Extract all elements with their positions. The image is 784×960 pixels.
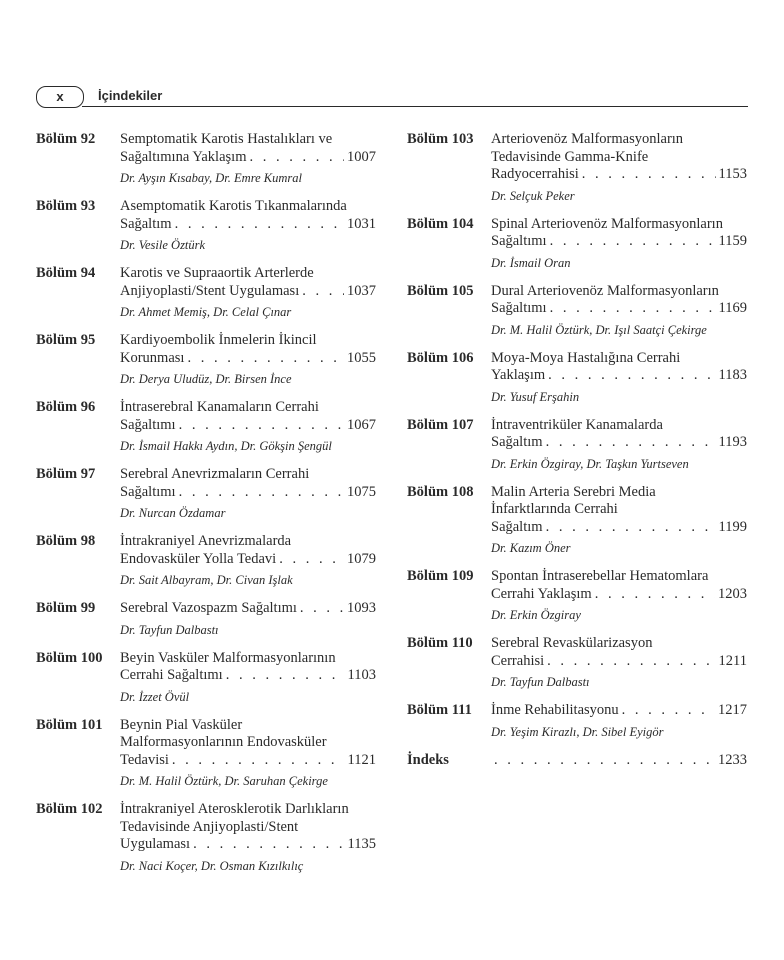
chapter-title-last-line: Sağaltımı <box>491 233 547 249</box>
chapter-title-leader <box>491 166 747 184</box>
chapter-title-last-line: Endovasküler Yolla Tedavi <box>120 550 277 567</box>
dot-leader <box>546 519 716 537</box>
dot-leader <box>175 216 344 234</box>
page-ref: 1055 <box>347 349 376 366</box>
dot-leader <box>550 233 716 251</box>
chapter-title-leader <box>120 484 376 502</box>
toc-entry[interactable] <box>407 702 747 741</box>
chapter-title-last-line: Sağaltımına Yaklaşım <box>120 148 247 165</box>
chapter-title-line: Malin Arteria Serebri Media <box>491 483 656 500</box>
chapter-title-leader <box>120 752 376 770</box>
chapter-number: Bölüm 94 <box>36 265 96 281</box>
toc-entry[interactable] <box>36 717 376 791</box>
chapter-body <box>120 399 376 455</box>
chapter-title-line: Malformasyonlarının Endovasküler <box>120 734 327 750</box>
chapter-body <box>120 801 376 875</box>
chapter-title-line: Tedavisinde Anjiyoplasti/Stent <box>120 818 299 835</box>
dot-leader <box>546 434 716 452</box>
toc-entry[interactable] <box>407 752 747 770</box>
chapter-number: Bölüm 104 <box>407 215 474 232</box>
chapter-authors: Dr. İsmail Oran <box>491 255 571 270</box>
chapter-title-leader <box>491 367 747 385</box>
page-ref: 1211 <box>718 652 747 669</box>
page-ref: 1067 <box>347 416 376 433</box>
chapter-title-last-line: Sağaltım <box>491 434 543 450</box>
chapter-body <box>491 568 747 624</box>
chapter-title-last-line: Uygulaması <box>120 836 191 852</box>
chapter-title-line: Asemptomatik Karotis Tıkanmalarında <box>120 198 347 214</box>
toc-entry[interactable] <box>36 650 376 706</box>
chapter-number: Bölüm 103 <box>407 131 474 147</box>
chapter-number: Bölüm 108 <box>407 483 474 500</box>
dot-leader <box>179 417 344 435</box>
chapter-title-line: İntraventriküler Kanamalarda <box>491 416 663 433</box>
dot-leader <box>187 350 344 368</box>
page-ref: 1159 <box>718 233 747 249</box>
chapter-body <box>120 533 376 589</box>
chapter-title-last-line: Sağaltımı <box>120 483 176 500</box>
page-ref: 1199 <box>718 518 747 535</box>
dot-leader <box>548 367 715 385</box>
dot-leader <box>249 149 344 167</box>
page-ref: 1135 <box>347 836 376 852</box>
chapter-authors: Dr. İsmail Hakkı Aydın, Dr. Gökşin Şengül <box>120 439 332 453</box>
chapter-number: Bölüm 95 <box>36 332 96 348</box>
page-ref: 1153 <box>718 166 747 182</box>
chapter-title-leader <box>120 836 376 854</box>
chapter-body <box>120 650 376 706</box>
toc-column-right <box>407 131 747 780</box>
chapter-title-line: Beyin Vasküler Malformasyonlarının <box>120 649 336 666</box>
toc-entry[interactable] <box>36 600 376 639</box>
chapter-body <box>491 752 747 770</box>
page-ref: 1193 <box>718 434 747 450</box>
chapter-authors: Dr. Yeşim Kirazlı, Dr. Sibel Eyigör <box>491 724 664 739</box>
chapter-number: Bölüm 93 <box>36 198 96 214</box>
chapter-title-last-line: Tedavisi <box>120 751 169 768</box>
chapter-body <box>120 466 376 522</box>
chapter-number: Bölüm 100 <box>36 649 103 666</box>
chapter-number: Bölüm 101 <box>36 716 103 733</box>
page-ref: 1103 <box>347 667 376 683</box>
chapter-number: Bölüm 102 <box>36 801 103 817</box>
chapter-authors: Dr. Erkin Özgiray, Dr. Taşkın Yurtseven <box>491 456 689 471</box>
chapter-title-line: Dural Arteriovenöz Malformasyonların <box>491 282 719 299</box>
chapter-title-line: Serebral Anevrizmaların Cerrahi <box>120 466 310 482</box>
page-ref: 1031 <box>347 215 376 232</box>
chapter-authors: Dr. Vesile Öztürk <box>120 238 206 252</box>
page-ref: 1079 <box>347 550 376 567</box>
toc-column-left <box>36 131 376 886</box>
chapter-authors: Dr. M. Halil Öztürk, Dr. Saruhan Çekirge <box>120 774 328 788</box>
chapter-title-last-line: Anjiyoplasti/Stent Uygulaması <box>120 282 300 299</box>
chapter-title-line: Beynin Pial Vasküler <box>120 716 243 733</box>
chapter-title-last-line: Sağaltım <box>491 518 543 535</box>
toc-entry[interactable] <box>36 801 376 875</box>
chapter-title-last-line: İnme Rehabilitasyonu <box>491 702 619 718</box>
toc-entry[interactable] <box>407 131 747 205</box>
dot-leader <box>595 586 715 604</box>
chapter-body <box>491 702 747 741</box>
toc-entry[interactable] <box>36 533 376 589</box>
chapter-authors: Dr. Yusuf Erşahin <box>491 389 580 404</box>
chapter-title-line: İntrakraniyel Aterosklerotik Darlıkların <box>120 801 349 817</box>
page-ref: 1183 <box>718 367 747 383</box>
chapter-title-leader <box>491 702 747 720</box>
chapter-title-leader <box>491 653 747 671</box>
chapter-title-last-line: Sağaltımı <box>491 300 547 316</box>
dot-leader <box>300 600 344 618</box>
chapter-number: Bölüm 98 <box>36 533 96 549</box>
dot-leader <box>172 752 345 770</box>
page-ref: 1075 <box>347 483 376 500</box>
toc-entry[interactable] <box>36 131 376 187</box>
chapter-title-line: Arteriovenöz Malformasyonların <box>491 131 684 147</box>
toc-entry[interactable] <box>36 265 376 321</box>
chapter-title-line: Spontan İntraserebellar Hematomlara <box>491 568 709 584</box>
chapter-title-line: Tedavisinde Gamma-Knife <box>491 148 649 165</box>
page-ref: 1093 <box>347 600 376 616</box>
chapter-number: İndeks <box>407 751 449 768</box>
page-ref: 1203 <box>718 585 747 602</box>
page-ref: 1037 <box>347 282 376 299</box>
chapter-title-leader <box>120 600 376 618</box>
chapter-authors: Dr. Derya Uludüz, Dr. Birsen İnce <box>120 372 292 386</box>
chapter-title-last-line: Yaklaşım <box>491 367 546 383</box>
chapter-number: Bölüm 96 <box>36 399 96 415</box>
toc-entry[interactable] <box>407 283 747 339</box>
chapter-title-leader <box>491 752 747 770</box>
toc-entry[interactable] <box>407 484 747 558</box>
chapter-authors: Dr. Tayfun Dalbastı <box>491 675 590 689</box>
toc-entry[interactable] <box>36 466 376 522</box>
dot-leader <box>226 667 345 685</box>
page-header <box>36 86 748 108</box>
dot-leader <box>582 166 716 184</box>
page-ref: 1169 <box>718 300 747 316</box>
chapter-body <box>491 484 747 558</box>
chapter-title-line: Semptomatik Karotis Hastalıkları ve <box>120 131 333 147</box>
chapter-authors: Dr. Kazım Öner <box>491 541 571 555</box>
chapter-authors: Dr. Erkin Özgiray <box>491 608 581 622</box>
chapter-body <box>491 635 747 691</box>
header-rule <box>82 106 748 107</box>
chapter-authors: Dr. Ayşın Kısabay, Dr. Emre Kumral <box>120 171 302 185</box>
header-title: İçindekiler <box>98 88 163 103</box>
chapter-title-last-line: Cerrahi Yaklaşım <box>491 585 592 602</box>
chapter-body <box>120 600 376 639</box>
chapter-authors: Dr. Naci Koçer, Dr. Osman Kızılkılıç <box>120 858 304 873</box>
chapter-title-last-line: Cerrahisi <box>491 652 545 669</box>
chapter-title-leader <box>120 667 376 685</box>
chapter-number: Bölüm 92 <box>36 131 96 147</box>
toc-entry[interactable] <box>36 198 376 254</box>
dot-leader <box>279 551 344 569</box>
chapter-body <box>491 283 747 339</box>
page-ref: 1007 <box>347 148 376 165</box>
dot-leader <box>494 752 715 770</box>
chapter-title-leader <box>491 586 747 604</box>
chapter-title-leader <box>491 300 747 318</box>
toc-entry[interactable] <box>407 635 747 691</box>
chapter-title-line: Spinal Arteriovenöz Malformasyonların <box>491 215 723 232</box>
chapter-title-leader <box>491 233 747 251</box>
chapter-title-line: İnfarktlarında Cerrahi <box>491 501 618 517</box>
chapter-body <box>120 717 376 791</box>
toc-entry[interactable] <box>407 350 747 406</box>
dot-leader <box>302 283 344 301</box>
page-ref: 1121 <box>347 751 376 768</box>
chapter-body <box>491 350 747 406</box>
chapter-body <box>491 131 747 205</box>
toc-entry[interactable] <box>407 417 747 473</box>
page-ref: 1233 <box>718 751 747 768</box>
chapter-title-leader <box>120 149 376 167</box>
chapter-title-line: Moya-Moya Hastalığına Cerrahi <box>491 349 681 366</box>
dot-leader <box>550 300 716 318</box>
chapter-number: Bölüm 106 <box>407 349 474 366</box>
chapter-title-leader <box>120 417 376 435</box>
chapter-number: Bölüm 105 <box>407 282 474 299</box>
chapter-title-last-line: Korunması <box>120 349 185 366</box>
toc-entry[interactable] <box>407 216 747 272</box>
chapter-title-line: Kardiyoembolik İnmelerin İkincil <box>120 332 317 348</box>
chapter-number: Bölüm 109 <box>407 568 474 584</box>
toc-entry[interactable] <box>36 332 376 388</box>
chapter-title-leader <box>120 283 376 301</box>
chapter-authors: Dr. Nurcan Özdamar <box>120 506 226 520</box>
page-number: x <box>36 86 84 108</box>
dot-leader <box>622 702 715 720</box>
chapter-title-line: Karotis ve Supraaortik Arterlerde <box>120 265 314 281</box>
chapter-title-last-line: Cerrahi Sağaltımı <box>120 667 223 683</box>
chapter-title-leader <box>120 216 376 234</box>
dot-leader <box>179 484 344 502</box>
chapter-title-last-line: Serebral Vazospazm Sağaltımı <box>120 600 297 616</box>
chapter-body <box>491 216 747 272</box>
chapter-authors: Dr. İzzet Övül <box>120 689 190 704</box>
chapter-number: Bölüm 97 <box>36 466 96 482</box>
dot-leader <box>193 836 344 854</box>
chapter-title-last-line: Sağaltım <box>120 215 172 232</box>
chapter-title-line: Serebral Revaskülarizasyon <box>491 635 653 651</box>
chapter-authors: Dr. M. Halil Öztürk, Dr. Işıl Saatçi Çekirge <box>491 322 707 337</box>
chapter-number: Bölüm 110 <box>407 635 473 651</box>
dot-leader <box>547 653 715 671</box>
chapter-body <box>120 131 376 187</box>
chapter-title-leader <box>120 350 376 368</box>
chapter-authors: Dr. Sait Albayram, Dr. Civan Işlak <box>120 573 293 587</box>
chapter-number: Bölüm 107 <box>407 416 474 433</box>
chapter-body <box>120 332 376 388</box>
chapter-title-leader <box>491 519 747 537</box>
toc-entry[interactable] <box>407 568 747 624</box>
chapter-title-last-line: Radyocerrahisi <box>491 166 579 182</box>
page-ref: 1217 <box>718 702 747 718</box>
chapter-number: Bölüm 111 <box>407 702 472 718</box>
chapter-authors: Dr. Ahmet Memiş, Dr. Celal Çınar <box>120 305 292 319</box>
chapter-body <box>120 198 376 254</box>
chapter-authors: Dr. Selçuk Peker <box>491 188 575 203</box>
chapter-number: Bölüm 99 <box>36 600 96 616</box>
chapter-title-leader <box>120 551 376 569</box>
toc-entry[interactable] <box>36 399 376 455</box>
chapter-title-leader <box>491 434 747 452</box>
chapter-title-line: İntrakraniyel Anevrizmalarda <box>120 533 292 549</box>
chapter-authors: Dr. Tayfun Dalbastı <box>120 622 219 637</box>
chapter-title-line: İntraserebral Kanamaların Cerrahi <box>120 399 319 415</box>
chapter-body <box>120 265 376 321</box>
chapter-body <box>491 417 747 473</box>
chapter-title-last-line: Sağaltımı <box>120 416 176 433</box>
